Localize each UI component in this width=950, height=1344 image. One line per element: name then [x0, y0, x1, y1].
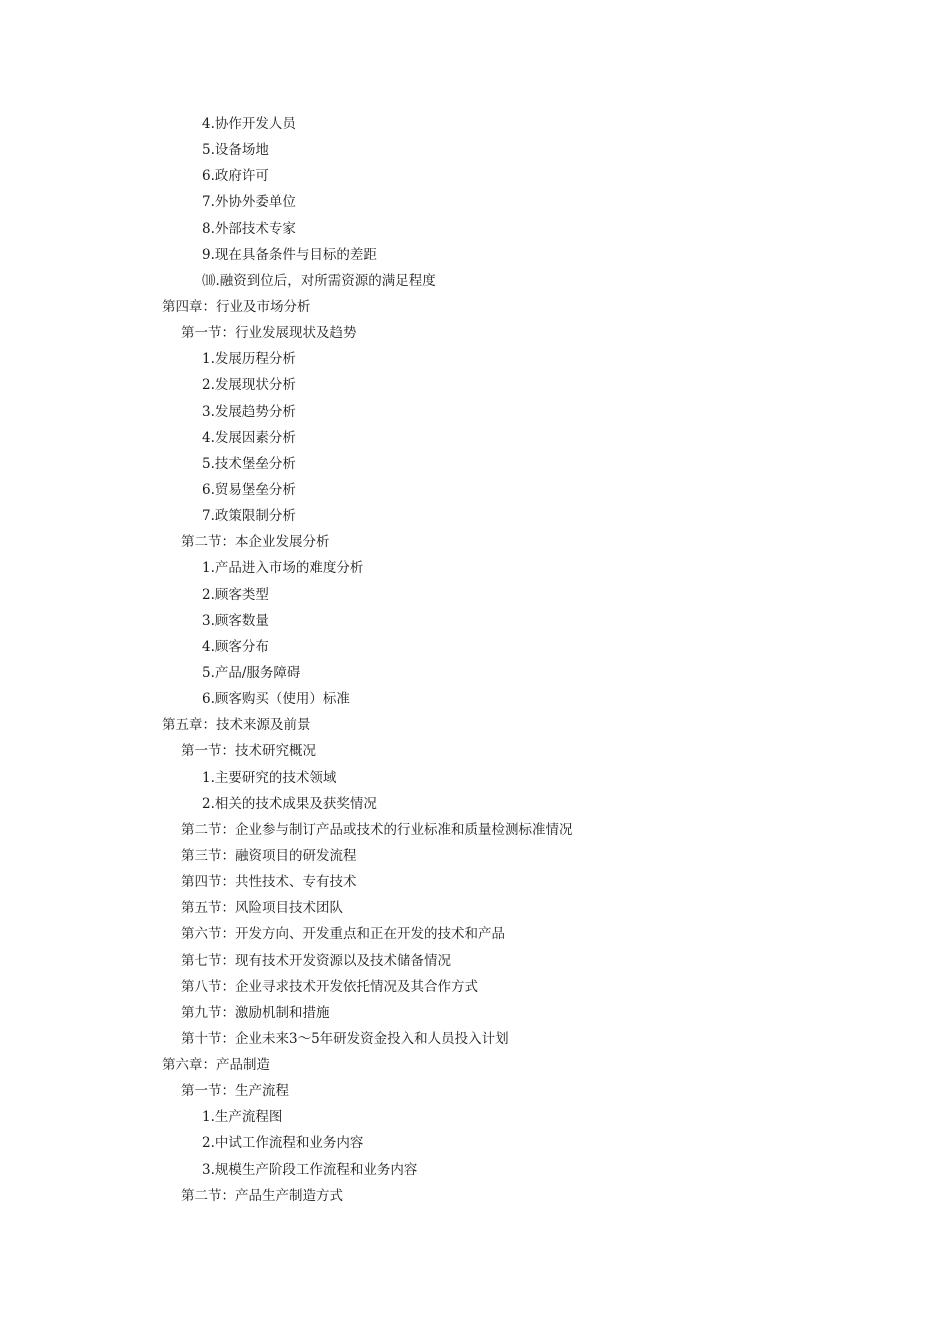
- toc-chapter: 第五章：技术来源及前景: [162, 717, 311, 734]
- toc-section: 第七节：现有技术开发资源以及技术储备情况: [181, 952, 451, 969]
- toc-chapter: 第四章：行业及市场分析: [162, 298, 311, 315]
- toc-item: 2.相关的技术成果及获奖情况: [202, 795, 377, 812]
- toc-section: 第八节：企业寻求技术开发依托情况及其合作方式: [181, 978, 478, 995]
- toc-item: 6.政府许可: [202, 168, 269, 185]
- toc-section: 第一节：行业发展现状及趋势: [181, 325, 357, 342]
- toc-section: 第三节：融资项目的研发流程: [181, 847, 357, 864]
- toc-item: 3.发展趋势分析: [202, 403, 296, 420]
- toc-item: 4.顾客分布: [202, 638, 269, 655]
- toc-item: 2.发展现状分析: [202, 377, 296, 394]
- toc-item: 6.顾客购买（使用）标准: [202, 691, 350, 708]
- toc-section: 第二节：本企业发展分析: [181, 534, 330, 551]
- toc-section: 第二节：产品生产制造方式: [181, 1187, 343, 1204]
- toc-section: 第六节：开发方向、开发重点和正在开发的技术和产品: [181, 926, 505, 943]
- toc-item: 2.顾客类型: [202, 586, 269, 603]
- toc-item: 7.政策限制分析: [202, 508, 296, 525]
- toc-item: 5.技术堡垒分析: [202, 455, 296, 472]
- toc-item: 5.产品/服务障碍: [202, 664, 301, 681]
- toc-section: 第二节：企业参与制订产品或技术的行业标准和质量检测标准情况: [181, 821, 573, 838]
- toc-item: 3.规模生产阶段工作流程和业务内容: [202, 1161, 418, 1178]
- toc-item: ⑽.融资到位后，对所需资源的满足程度: [202, 272, 436, 289]
- toc-section: 第四节：共性技术、专有技术: [181, 874, 357, 891]
- toc-section: 第一节：生产流程: [181, 1083, 289, 1100]
- toc-item: 4.协作开发人员: [202, 116, 296, 132]
- toc-chapter: 第六章：产品制造: [162, 1057, 270, 1074]
- toc-section: 第十节：企业未来3～5年研发资金投入和人员投入计划: [181, 1030, 509, 1047]
- toc-item: 1.主要研究的技术领域: [202, 769, 337, 786]
- toc-item: 7.外协外委单位: [202, 194, 296, 211]
- toc-section: 第九节：激励机制和措施: [181, 1004, 330, 1021]
- toc-item: 2.中试工作流程和业务内容: [202, 1135, 364, 1152]
- toc-item: 4.发展因素分析: [202, 429, 296, 446]
- toc-item: 3.顾客数量: [202, 612, 269, 629]
- toc-section: 第五节：风险项目技术团队: [181, 900, 343, 917]
- toc-item: 1.发展历程分析: [202, 351, 296, 368]
- toc-item: 1.产品进入市场的难度分析: [202, 560, 364, 577]
- table-of-contents: [0, 111, 950, 1209]
- toc-item: 6.贸易堡垒分析: [202, 481, 296, 498]
- toc-section: 第一节：技术研究概况: [181, 743, 316, 760]
- toc-item: 1.生产流程图: [202, 1109, 283, 1126]
- toc-item: 5.设备场地: [202, 142, 269, 159]
- toc-item: 9.现在具备条件与目标的差距: [202, 246, 377, 263]
- toc-item: 8.外部技术专家: [202, 220, 296, 237]
